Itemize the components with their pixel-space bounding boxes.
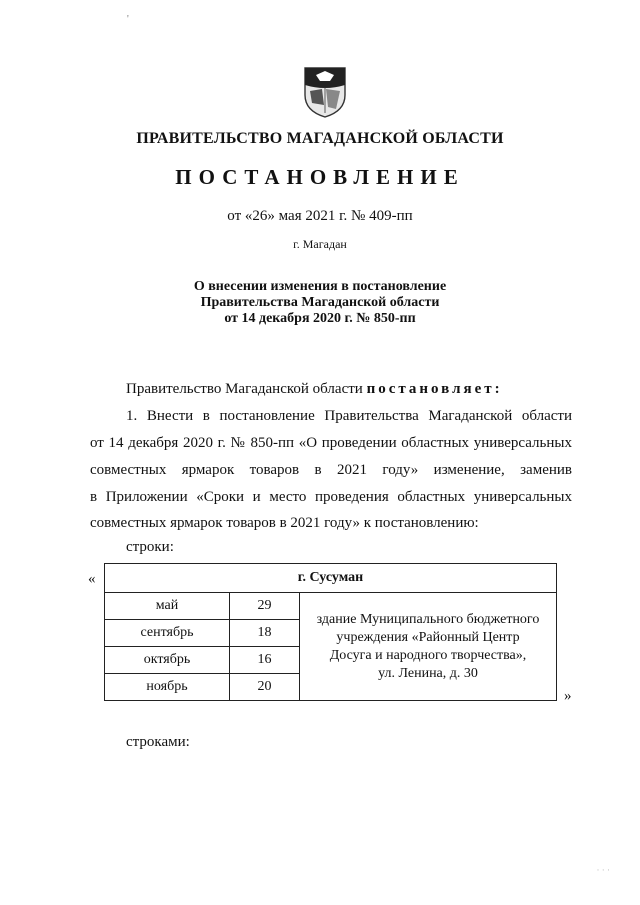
address-line: здание Муниципального бюджетного <box>316 611 540 627</box>
fair-schedule-table <box>104 563 557 701</box>
day-cell: 29 <box>230 593 300 620</box>
day-cell: 16 <box>230 647 300 674</box>
document-subject <box>0 279 640 327</box>
open-quote: « <box>88 571 96 587</box>
month-cell: октябрь <box>105 647 230 674</box>
month-cell: сентябрь <box>105 620 230 647</box>
document-city: г. Магадан <box>293 237 347 251</box>
paragraph-line: от 14 декабря 2020 г. № 850-пп «О проведении областных универсальных <box>90 435 572 451</box>
document-type: ПОСТАНОВЛЕНИЕ <box>175 165 465 189</box>
month-cell: ноябрь <box>105 674 230 701</box>
paragraph-line: совместных ярмарок товаров в 2021 году» изменение, заменив <box>90 462 572 478</box>
table-row <box>105 593 557 620</box>
subject-line: от 14 декабря 2020 г. № 850-пп <box>224 311 416 326</box>
address-cell <box>300 593 557 701</box>
scan-specks: · · · <box>596 865 610 875</box>
preamble-emphasis: постановляет: <box>366 381 503 397</box>
coat-of-arms-emblem <box>302 65 348 119</box>
subject-line: О внесении изменения в постановление <box>193 279 447 294</box>
subject-line: Правительства Магаданской области <box>200 295 440 310</box>
organization-name: ПРАВИТЕЛЬСТВО МАГАДАНСКОЙ ОБЛАСТИ <box>136 130 504 147</box>
paragraph-line: совместных ярмарок товаров в 2021 году» к постановлению: <box>90 515 479 531</box>
preamble-text: Правительство Магаданской области <box>126 381 363 397</box>
address-line: Досуга и народного творчества», <box>329 647 527 663</box>
close-quote: » <box>564 688 572 704</box>
rows-label: строки: <box>126 539 174 555</box>
document-date-number: от «26» мая 2021 г. № 409-пп <box>227 208 413 224</box>
replace-label: строками: <box>126 734 190 750</box>
table-heading: г. Сусуман <box>105 564 557 593</box>
paragraph-line: в Приложении «Сроки и место проведения областных универсальных <box>90 489 572 505</box>
address-line: ул. Ленина, д. 30 <box>378 665 478 681</box>
paragraph-line: 1. Внести в постановление Правительства Магаданской области <box>126 408 572 424</box>
address-line: учреждения «Районный Центр <box>336 629 520 645</box>
day-cell: 20 <box>230 674 300 701</box>
day-cell: 18 <box>230 620 300 647</box>
preamble <box>126 380 572 398</box>
scan-mark: ' <box>127 14 129 25</box>
month-cell: май <box>105 593 230 620</box>
